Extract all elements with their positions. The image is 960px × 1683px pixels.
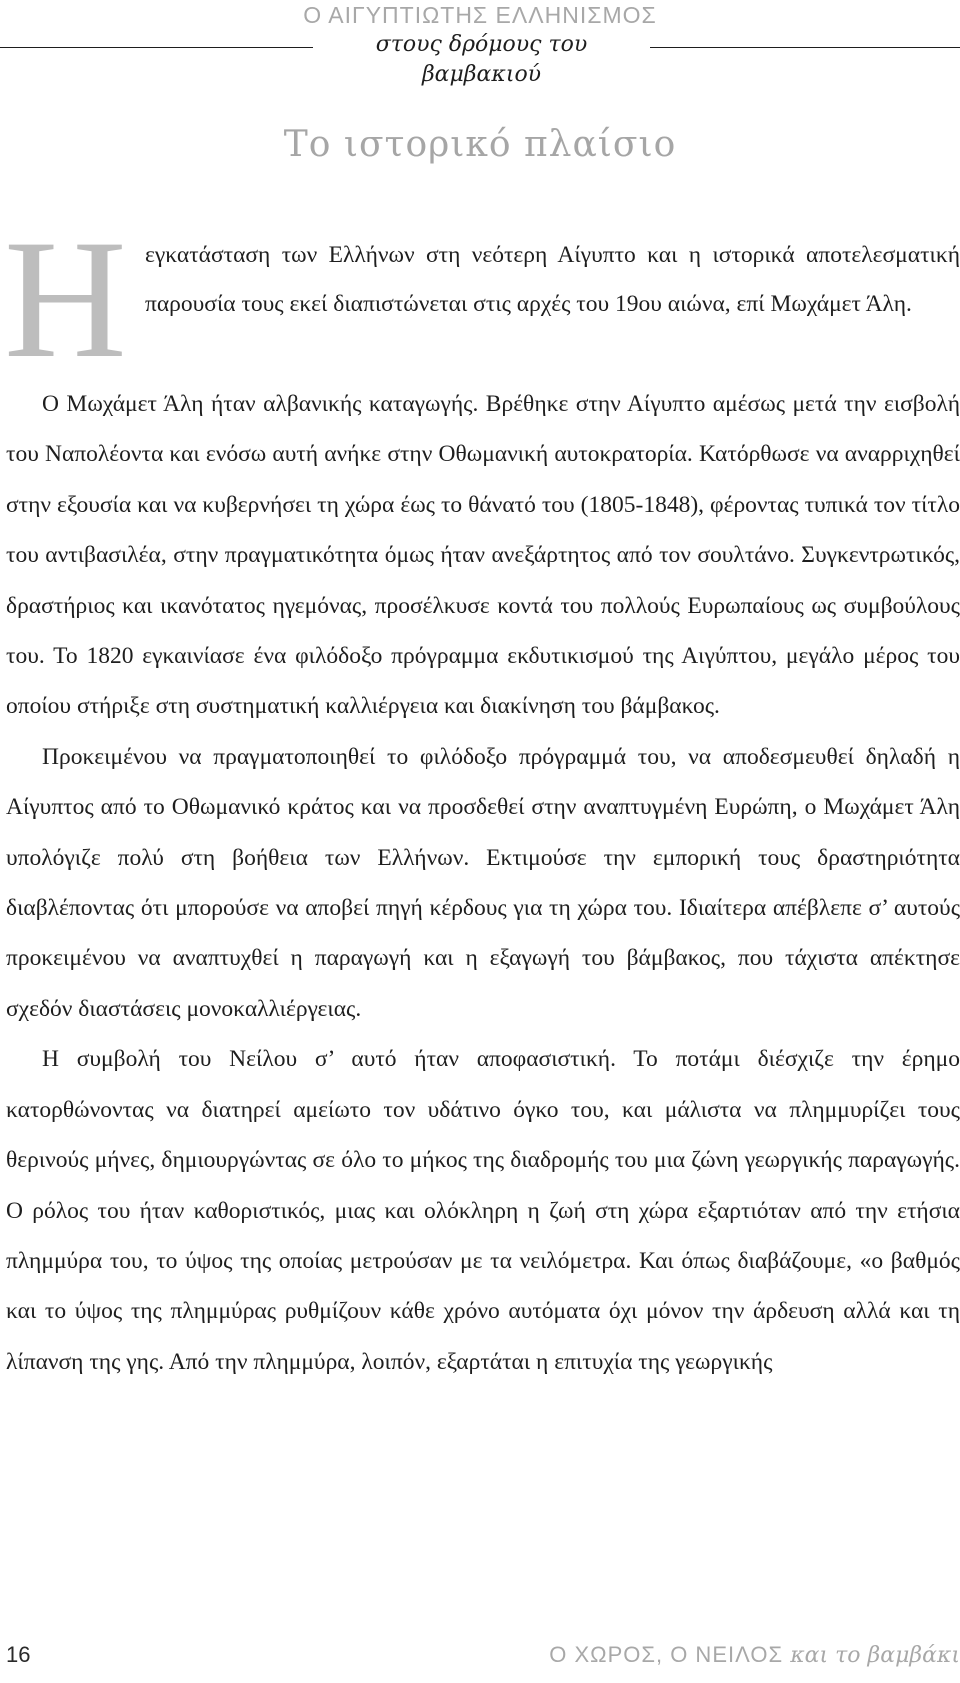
section-title: Το ιστορικό πλαίσιο (283, 124, 677, 165)
footer-chapter-title-main: Ο ΧΩΡΟΣ, Ο ΝΕΙΛΟΣ (549, 1642, 784, 1667)
header-rule-left (0, 47, 313, 48)
subtitle-row (0, 30, 960, 87)
first-paragraph: εγκατάσταση των Ελλήνων στη νεότερη Αίγυπτο και η ιστορικά αποτελεσματική παρουσία τους εκεί διαπιστώνεται στις αρχές του 19ου αιώνα, επί Μωχάμετ Άλη. (145, 242, 960, 317)
header-rule-right (650, 47, 960, 48)
page-number: 16 (6, 1642, 31, 1667)
book-subtitle: στους δρόμους του βαμβακιού (375, 32, 588, 87)
body-text (6, 379, 960, 1387)
paragraph: Προκειμένου να πραγματοποιηθεί το φιλόδοξο πρόγραμμά του, να αποδεσμευθεί δηλαδή η Αίγυπτος από το Οθωμανικό κράτος και να προσδεθεί στην αναπτυγμένη Ευρώπη, ο Μωχάμετ Άλη υπολόγιζε πολύ στη βοήθεια των Ελλήνων. Εκτιμούσε την εμπορική τους δραστηριότητα διαβλέποντας ότι μπορούσε να αποβεί πηγή κέρδους για τη χώρα του. Ιδιαίτερα απέβλεπε σ’ αυτούς προκειμένου να αναπτυχθεί η παραγωγή και η εξαγωγή του βάμβακος, που τάχιστα απέκτησε σχεδόν διαστάσεις μονοκαλλιέργειας. (6, 743, 960, 1022)
footer-chapter-title-italic: και το βαμβάκι (790, 1643, 960, 1668)
book-title: Ο ΑΙΓΥΠΤΙΩΤΗΣ ΕΛΛΗΝΙΣΜΟΣ (303, 2, 657, 28)
paragraph: Η συμβολή του Νείλου σ’ αυτό ήταν αποφασιστική. Το ποτάμι διέσχιζε την έρημο κατορθώνοντας να διατηρεί αμείωτο τον υδάτινο όγκο του, και μάλιστα να πλημμυρίζει τους θερινούς μήνες, δημιουργώντας σε όλο το μήκος της διαδρομής του μια ζώνη γεωργικής παραγωγής. Ο ρόλος του ήταν καθοριστικός, μιας και ολόκληρη η ζωή στη χώρα εξαρτιόταν από την ετήσια πλημμύρα του, το ύψος της οποίας μετρούσαν με τα νειλόμετρα. Και όπως διαβάζουμε, «ο βαθμός και το ύψος της πλημμύρας ρυθμίζουν κάθε χρόνο αυτόματα όχι μόνον την άρδευση αλλά και τη λίπανση της γης. Από την πλημμύρα, λοιπόν, εξαρτάται η επιτυχία της γεωργικής (6, 1046, 960, 1375)
footer-chapter-title (549, 1640, 960, 1671)
drop-cap: Η (4, 205, 127, 393)
paragraph: Ο Μωχάμετ Άλη ήταν αλβανικής καταγωγής. Βρέθηκε στην Αίγυπτο αμέσως μετά την εισβολή του Ναπολέοντα και ενόσω αυτή ανήκε στην Οθωμανική αυτοκρατορία. Κατόρθωσε να αναρριχηθεί στην εξουσία και να κυβερνήσει τη χώρα έως το θάνατό του (1805-1848), φέροντας τυπικά τον τίτλο του αντιβασιλέα, στην πραγματικότητα όμως ήταν ανεξάρτητος από τον σουλτάνο. Συγκεντρωτικός, δραστήριος και ικανότατος ηγεμόνας, προσέλκυσε κοντά του πολλούς Ευρωπαίους ως συμβούλους του. Το 1820 εγκαινίασε ένα φιλόδοξο πρόγραμμα εκδυτικισμού της Αιγύπτου, μεγάλο μέρος του οποίου στήριξε στη συστηματική καλλιέργεια και διακίνηση του βάμβακος. (6, 391, 960, 720)
